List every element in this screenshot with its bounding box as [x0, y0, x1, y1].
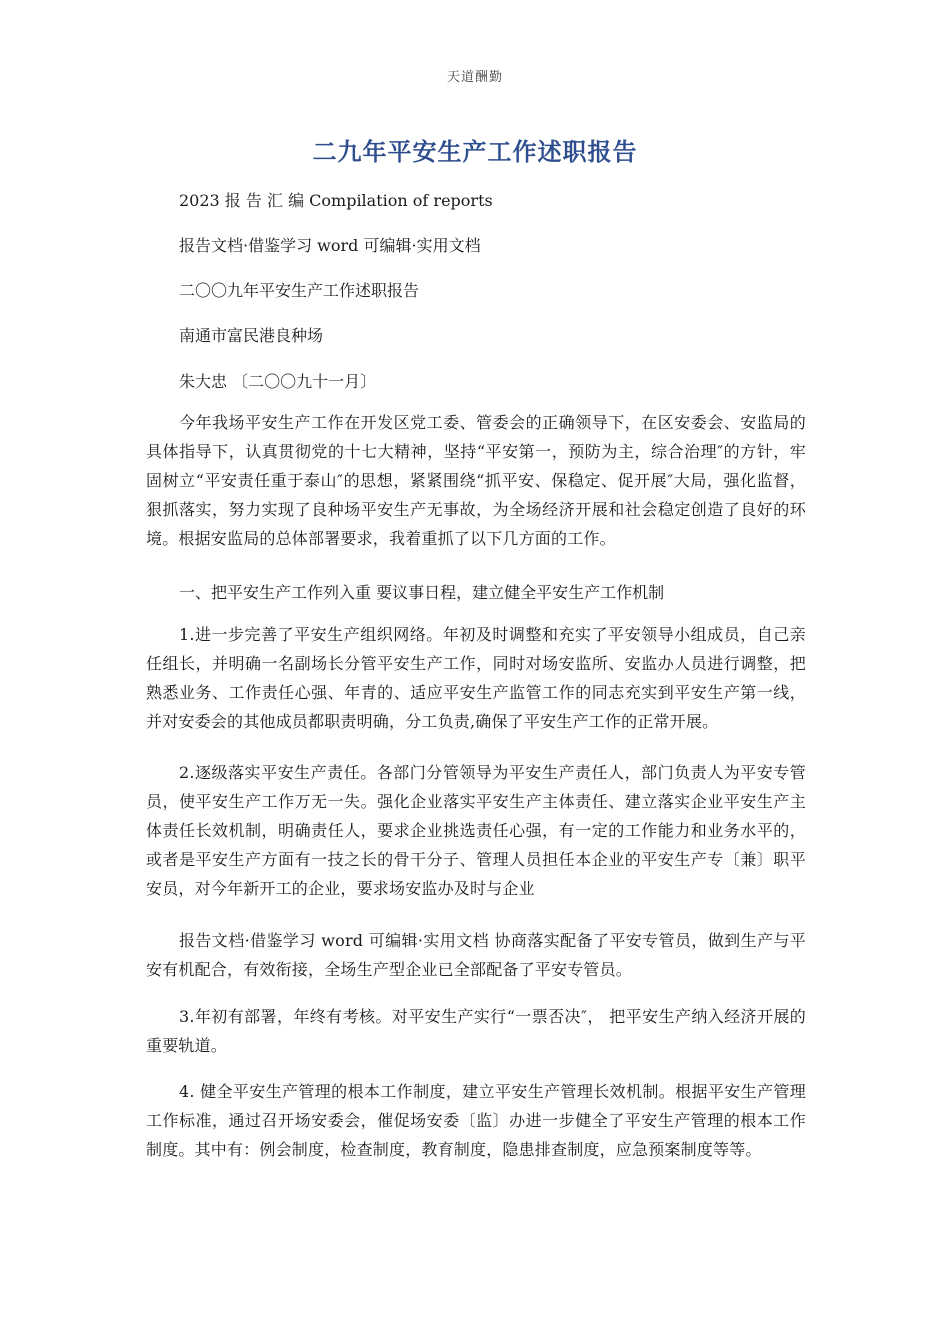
item-1-paragraph: 1.进一步完善了平安生产组织网络。年初及时调整和充实了平安领导小组成员，自己亲任组长，并明确一名副场长分管平安生产工作，同时对场安监所、安监办人员进行调整，把熟悉业务、工作责任心强、年青的、适应平安生产监管工作的同志充实到平安生产第一线，并对安委会的其他成员都职责明确，分工负责,确保了平安生产工作的正常开展。 [146, 625, 806, 731]
document-subtitle: 二〇〇九年平安生产工作述职报告 [179, 281, 420, 300]
section-heading-1: 一、把平安生产工作列入重 要议事日程，建立健全平安生产工作机制 [179, 583, 665, 602]
meta-line-compilation: 2023 报 告 汇 编 Compilation of reports [179, 191, 493, 210]
item-2-paragraph: 2.逐级落实平安生产责任。各部门分管领导为平安生产责任人，部门负责人为平安专管员，使平安生产工作万无一失。强化企业落实平安生产主体责任、建立落实企业平安生产主体责任长效机制，明确责任人，要求企业挑选责任心强，有一定的工作能力和业务水平的，或者是平安生产方面有一技之长的骨干分子、管理人员担任本企业的平安生产专〔兼〕职平安员，对今年新开工的企业，要求场安监办及时与企业 [146, 763, 806, 898]
organization: 南通市富民港良种场 [179, 326, 324, 345]
meta-line-word: 报告文档·借鉴学习 word 可编辑·实用文档 [179, 236, 481, 255]
item-2-continuation: 报告文档·借鉴学习 word 可编辑·实用文档 协商落实配备了平安专管员，做到生产与平安有机配合，有效衔接，全场生产型企业已全部配备了平安专管员。 [146, 931, 806, 979]
item-3-paragraph: 3.年初有部署，年终有考核。对平安生产实行“一票否决″， 把平安生产纳入经济开展的重要轨道。 [146, 1007, 806, 1055]
header-mark: 天道酬勤 [446, 70, 503, 85]
document-title: 二九年平安生产工作述职报告 [312, 138, 638, 166]
intro-paragraph: 今年我场平安生产工作在开发区党工委、管委会的正确领导下，在区安委会、安监局的具体指导下，认真贯彻党的十七大精神，坚持“平安第一，预防为主，综合治理″的方针，牢固树立“平安责任重于泰山″的思想，紧紧围绕“抓平安、保稳定、促开展″大局，强化监督，狠抓落实，努力实现了良种场平安生产无事故，为全场经济开展和社会稳定创造了良好的环境。根据安监局的总体部署要求，我着重抓了以下几方面的工作。 [146, 413, 806, 548]
author-date: 朱大忠 〔二〇〇九十一月〕 [179, 372, 377, 391]
item-4-paragraph: 4. 健全平安生产管理的根本工作制度，建立平安生产管理长效机制。根据平安生产管理工作标准，通过召开场安委会，催促场安委〔监〕办进一步健全了平安生产管理的根本工作制度。其中有：例会制度，检查制度，教育制度，隐患排查制度，应急预案制度等等。 [146, 1082, 806, 1159]
